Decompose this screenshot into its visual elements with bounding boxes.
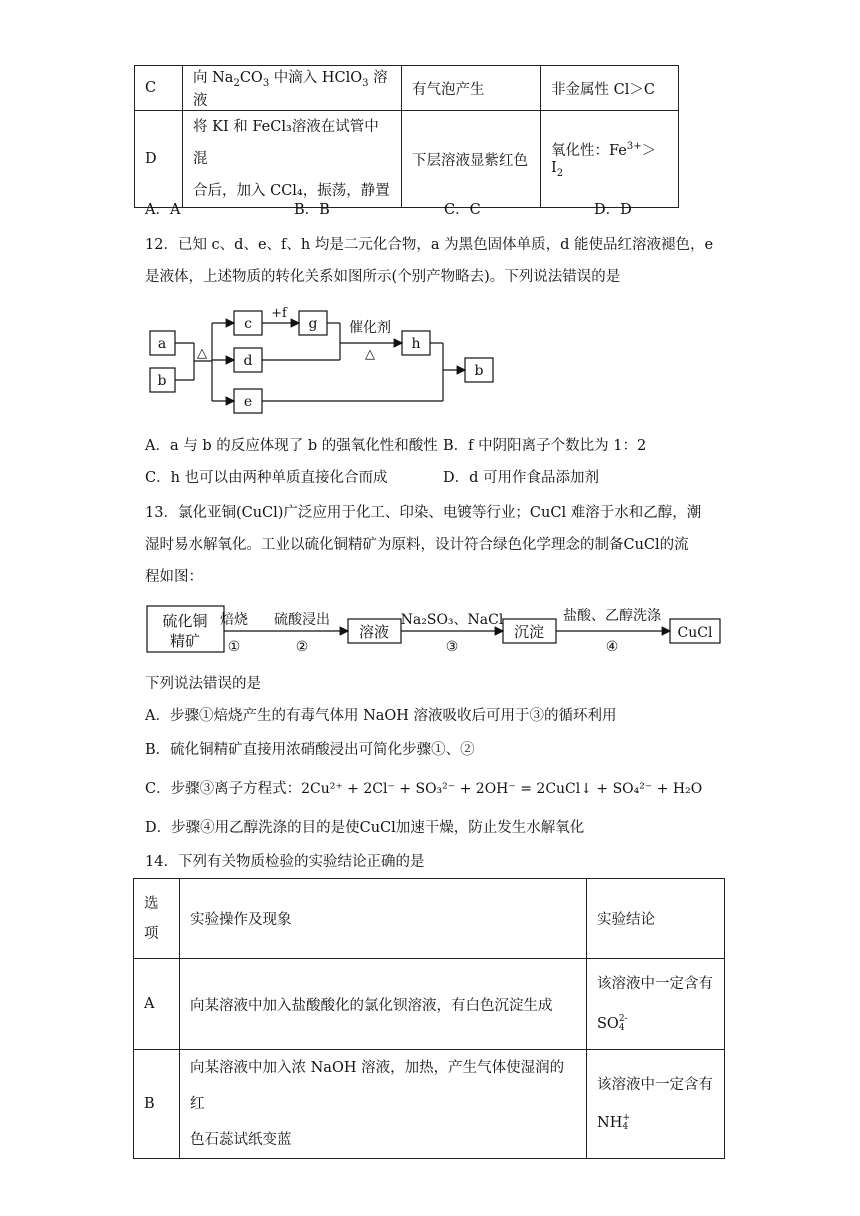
q13-stem-line3: 程如图： — [145, 569, 203, 585]
q12-option-c[interactable]: C．h 也可以由两种单质直接化合而成 — [145, 470, 388, 486]
label-delta-2: △ — [365, 347, 375, 362]
label-delta-1: △ — [197, 346, 207, 361]
table-row — [135, 66, 679, 111]
flow-step3-num: ③ — [445, 639, 459, 655]
table-header-row — [134, 879, 725, 959]
operation-cell: 向某溶液中加入浓 NaOH 溶液，加热，产生气体使湿润的红 色石蕊试纸变蓝 — [180, 1050, 587, 1159]
q11-table — [134, 65, 679, 208]
label-h: h — [411, 336, 421, 352]
flow-cucl-label: CuCl — [677, 625, 713, 641]
flow-step4-num: ④ — [605, 639, 619, 655]
label-b2: b — [474, 363, 484, 379]
flow-start-line1: 硫化铜 — [162, 612, 208, 630]
phenomenon-cell: 有气泡产生 — [402, 66, 541, 111]
conclusion-cell: 该溶液中一定含有 NH + 4 — [587, 1050, 725, 1159]
flow-precipitate-label: 沉淀 — [513, 623, 545, 641]
conclusion-cell: 氧化性：$Fe^{3+}>I_2$ — [541, 111, 679, 208]
operation-cell: 向某溶液中加入盐酸酸化的氯化钡溶液，有白色沉淀生成 — [180, 959, 587, 1050]
q12-conversion-diagram — [140, 300, 500, 420]
q12-stem-line1: 12．已知 c、d、e、f、h 均是二元化合物，a 为黑色固体单质，d 能使品红溶液褪色，e — [145, 237, 714, 253]
flow-start-line2: 精矿 — [169, 632, 201, 650]
option-cell: C — [135, 66, 183, 111]
q13-stem-line2: 湿时易水解氧化。工业以硫化铜精矿为原料，设计符合绿色化学理念的制备CuCl的流 — [145, 537, 689, 553]
flow-step2-num: ② — [295, 639, 309, 655]
label-d: d — [243, 353, 253, 369]
flow-step2-label: 硫酸浸出 — [274, 612, 330, 628]
q14-table — [133, 878, 725, 1159]
table-row — [134, 1050, 725, 1159]
q12-stem-line2: 是液体，上述物质的转化关系如图所示(个别产物略去)。下列说法错误的是 — [145, 269, 621, 285]
option-cell: D — [135, 111, 183, 208]
header-operation: 实验操作及现象 — [180, 879, 587, 959]
flow-step1-label: 焙烧 — [220, 612, 248, 628]
header-conclusion: 实验结论 — [587, 879, 725, 959]
conclusion-cell: 非金属性 Cl＞C — [541, 66, 679, 111]
operation-cell: 向 $Na_2CO_3$ 中滴入 HClO$_3$ 溶液 — [183, 66, 402, 111]
q13-option-d[interactable]: D．步骤④用乙醇洗涤的目的是使CuCl加速干燥，防止发生水解氧化 — [145, 820, 585, 836]
option-cell: A — [134, 959, 180, 1050]
conclusion-cell: 该溶液中一定含有 SO 2- 4 — [587, 959, 725, 1050]
q11-option-c[interactable]: C．C — [444, 202, 481, 218]
label-a: a — [157, 336, 167, 352]
q12-option-a[interactable]: A．a 与 b 的反应体现了 b 的强氧化性和酸性 — [145, 438, 438, 454]
q13-question: 下列说法错误的是 — [145, 676, 261, 692]
q11-option-d[interactable]: D．D — [594, 202, 632, 218]
label-e: e — [243, 394, 253, 410]
q11-option-b[interactable]: B．B — [294, 202, 330, 218]
label-g: g — [308, 316, 318, 332]
label-plus-f: +f — [271, 306, 287, 321]
q14-stem: 14．下列有关物质检验的实验结论正确的是 — [145, 854, 425, 870]
table-row — [135, 111, 679, 208]
q13-ionic-equation: 2Cu²⁺ + 2Cl⁻ + SO₃²⁻ + 2OH⁻ = 2CuCl↓ + SO₄²⁻ + H₂O — [301, 781, 703, 797]
header-option: 选 项 — [134, 879, 180, 959]
flow-solution-label: 溶液 — [358, 623, 390, 641]
q13-option-a[interactable]: A．步骤①焙烧产生的有毒气体用 NaOH 溶液吸收后可用于③的循环利用 — [145, 708, 617, 724]
label-catalyst: 催化剂 — [349, 320, 391, 336]
option-cell: B — [134, 1050, 180, 1159]
operation-cell: 将 KI 和 FeCl₃溶液在试管中混 合后，加入 CCl₄，振荡，静置 — [183, 111, 402, 208]
phenomenon-cell: 下层溶液显紫红色 — [402, 111, 541, 208]
q13-option-b[interactable]: B．硫化铜精矿直接用浓硝酸浸出可简化步骤①、② — [145, 742, 475, 758]
flow-step1-num: ① — [227, 639, 241, 655]
q12-option-b[interactable]: B．f 中阴阳离子个数比为 1：2 — [443, 438, 647, 454]
q12-option-d[interactable]: D．d 可用作食品添加剂 — [443, 470, 600, 486]
q11-option-a[interactable]: A．A — [145, 202, 181, 218]
q13-flow-diagram — [140, 600, 730, 660]
label-b: b — [157, 373, 167, 389]
q13-option-c-prefix: C．步骤③离子方程式： — [145, 781, 302, 797]
table-row — [134, 959, 725, 1050]
label-c: c — [244, 316, 252, 332]
flow-step4-label: 盐酸、乙醇洗涤 — [563, 608, 661, 624]
q13-option-c[interactable] — [145, 779, 702, 799]
q13-stem-line1: 13．氯化亚铜(CuCl)广泛应用于化工、印染、电镀等行业；CuCl 难溶于水和乙醇，潮 — [145, 505, 702, 521]
flow-step3-label: Na₂SO₃、NaCl — [400, 612, 504, 628]
